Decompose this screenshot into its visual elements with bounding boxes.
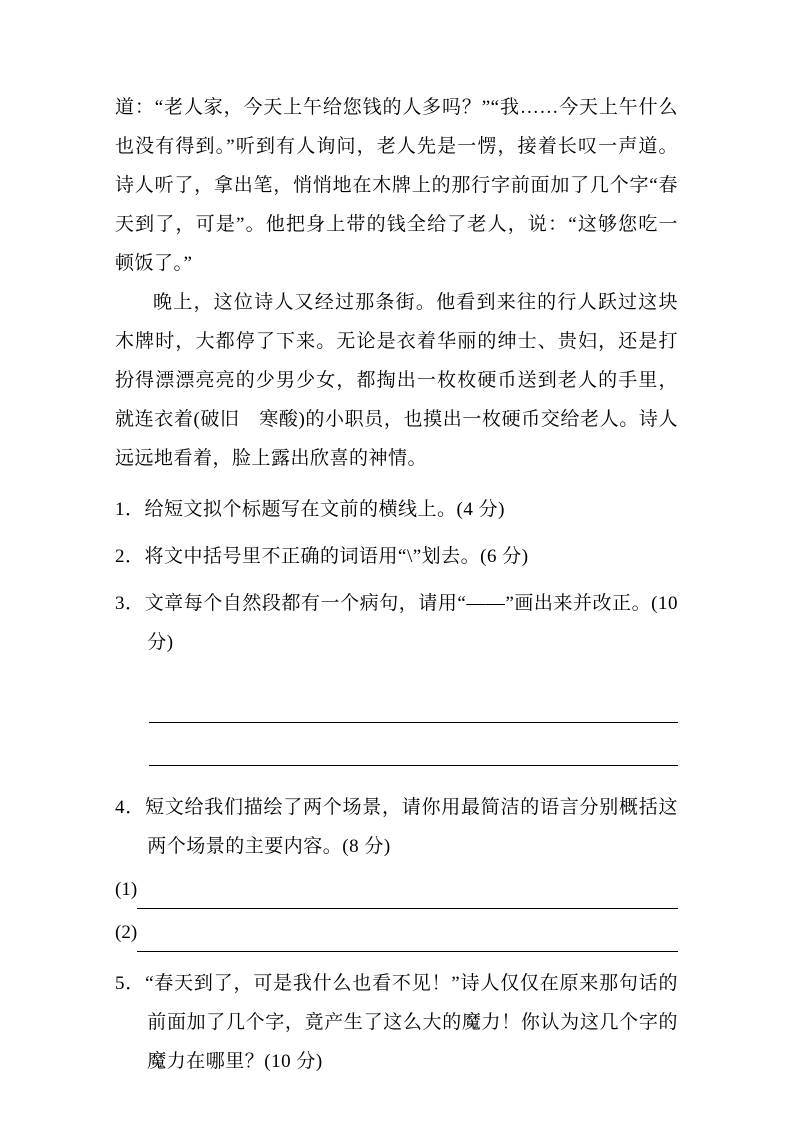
question-3-answer-line-2	[149, 727, 678, 766]
question-1-text: 给短文拟个标题写在文前的横线上。(4 分)	[144, 499, 505, 520]
question-5-text: “春天到了，可是我什么也看不见！”诗人仅仅在原来那句话的前面加了几个字，竟产生了这么大的魔力！你认为这几个字的魔力在哪里？(10 分)	[145, 973, 678, 1072]
answer-underline	[149, 727, 678, 766]
answer-underline	[149, 684, 678, 723]
question-4-answer-line-1	[115, 870, 678, 909]
question-4-text: 短文给我们描绘了两个场景，请你用最简洁的语言分别概括这两个场景的主要内容。(8 分)	[145, 797, 678, 857]
question-1	[115, 490, 678, 529]
question-2	[115, 537, 678, 576]
blank-label-2: (2)	[115, 922, 138, 943]
question-4-answer-line-2	[115, 913, 678, 952]
question-1-number: 1．	[115, 499, 145, 520]
passage-paragraph-1: 道：“老人家，今天上午给您钱的人多吗？”“我……今天上午什么也没有得到。”听到有人询问，老人先是一愣，接着长叹一声道。诗人听了，拿出笔，悄悄地在木牌上的那行字前面加了几个字“春天到了，可是”。他把身上带的钱全给了老人，说：“这够您吃一顿饭了。”	[115, 97, 678, 274]
question-4	[115, 788, 678, 866]
question-5-number: 5．	[115, 973, 146, 994]
passage-paragraph-2: 晚上，这位诗人又经过那条街。他看到来往的行人跃过这块木牌时，大都停了下来。无论是衣着华丽的绅士、贵妇，还是打扮得漂漂亮亮的少男少女，都掏出一枚枚硬币送到老人的手里，就连衣着(破旧 寒酸)的小职员，也摸出一枚硬币交给老人。诗人远远地看着，脸上露出欣喜的神情。	[115, 292, 678, 469]
question-3-number: 3．	[115, 593, 145, 614]
question-4-number: 4．	[115, 797, 145, 818]
question-3	[115, 584, 678, 662]
question-2-number: 2．	[115, 546, 145, 567]
question-2-text: 将文中括号里不正确的词语用“\”划去。(6 分)	[144, 546, 529, 567]
question-3-answer-line-1	[149, 684, 678, 723]
blank-label-1: (1)	[115, 879, 138, 900]
question-5	[115, 964, 678, 1081]
question-3-text: 文章每个自然段都有一个病句，请用“——”画出来并改正。(10 分)	[144, 593, 678, 653]
answer-underline	[137, 870, 678, 909]
answer-underline	[137, 913, 678, 952]
